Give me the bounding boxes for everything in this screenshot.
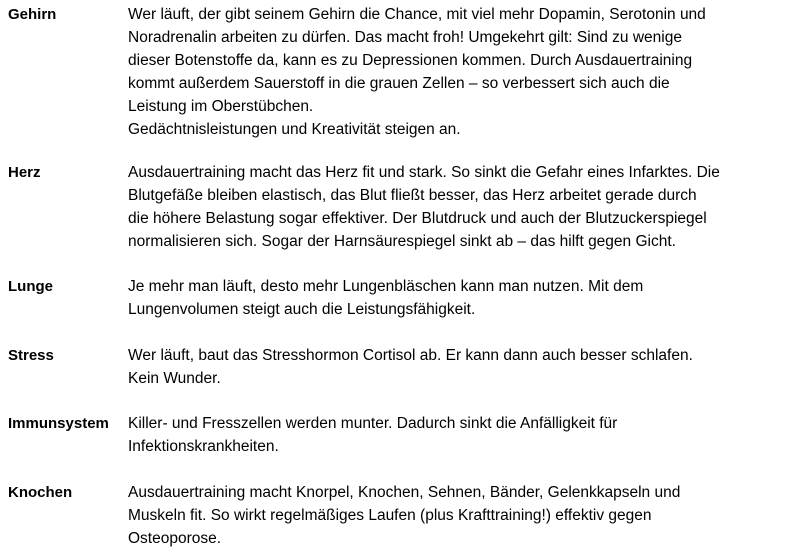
text-line: Noradrenalin arbeiten zu dürfen. Das macht froh! Umgekehrt gilt: Sind zu wenige [128,29,682,46]
text-line: Killer- und Fresszellen werden munter. Dadurch sinkt die Anfälligkeit für [128,415,618,432]
term-stress: Stress [8,347,54,364]
text-line: Muskeln fit. So wirkt regelmäßiges Laufen (plus Krafttraining!) effektiv gegen [128,507,652,524]
description-gehirn [128,3,796,141]
term-lunge: Lunge [8,278,53,295]
text-line: die höhere Belastung sogar effektiver. Der Blutdruck und auch der Blutzuckerspiegel [128,210,707,227]
text-line: Ausdauertraining macht Knorpel, Knochen, Sehnen, Bänder, Gelenkkapseln und [128,484,681,501]
term-gehirn: Gehirn [8,6,57,23]
text-line: Lungenvolumen steigt auch die Leistungsfähigkeit. [128,301,476,318]
term-knochen: Knochen [8,484,73,501]
description-lunge [128,275,796,321]
text-line: dieser Botenstoffe da, kann es zu Depressionen kommen. Durch Ausdauertraining [128,52,693,69]
description-immunsystem [128,412,796,458]
text-line: kommt außerdem Sauerstoff in die grauen Zellen – so verbessert sich auch die [128,75,670,92]
text-line: Kein Wunder. [128,370,221,387]
text-line: Leistung im Oberstübchen. [128,98,314,115]
description-herz [128,161,796,253]
text-line: Infektionskrankheiten. [128,438,279,455]
description-knochen [128,481,796,550]
text-line: Wer läuft, der gibt seinem Gehirn die Chance, mit viel mehr Dopamin, Serotonin und [128,6,706,23]
text-line: Je mehr man läuft, desto mehr Lungenbläschen kann man nutzen. Mit dem [128,278,644,295]
text-line: Blutgefäße bleiben elastisch, das Blut fließt besser, das Herz arbeitet gerade durch [128,187,697,204]
term-immunsystem: Immunsystem [8,415,109,432]
term-herz: Herz [8,164,41,181]
text-line: Ausdauertraining macht das Herz fit und stark. So sinkt die Gefahr eines Infarktes. Die [128,164,720,181]
text-line: Wer läuft, baut das Stresshormon Cortisol ab. Er kann dann auch besser schlafen. [128,347,693,364]
text-line: normalisieren sich. Sogar der Harnsäurespiegel sinkt ab – das hilft gegen Gicht. [128,233,676,250]
text-line: Gedächtnisleistungen und Kreativität steigen an. [128,121,461,138]
text-line: Osteoporose. [128,530,222,547]
description-stress [128,344,796,390]
